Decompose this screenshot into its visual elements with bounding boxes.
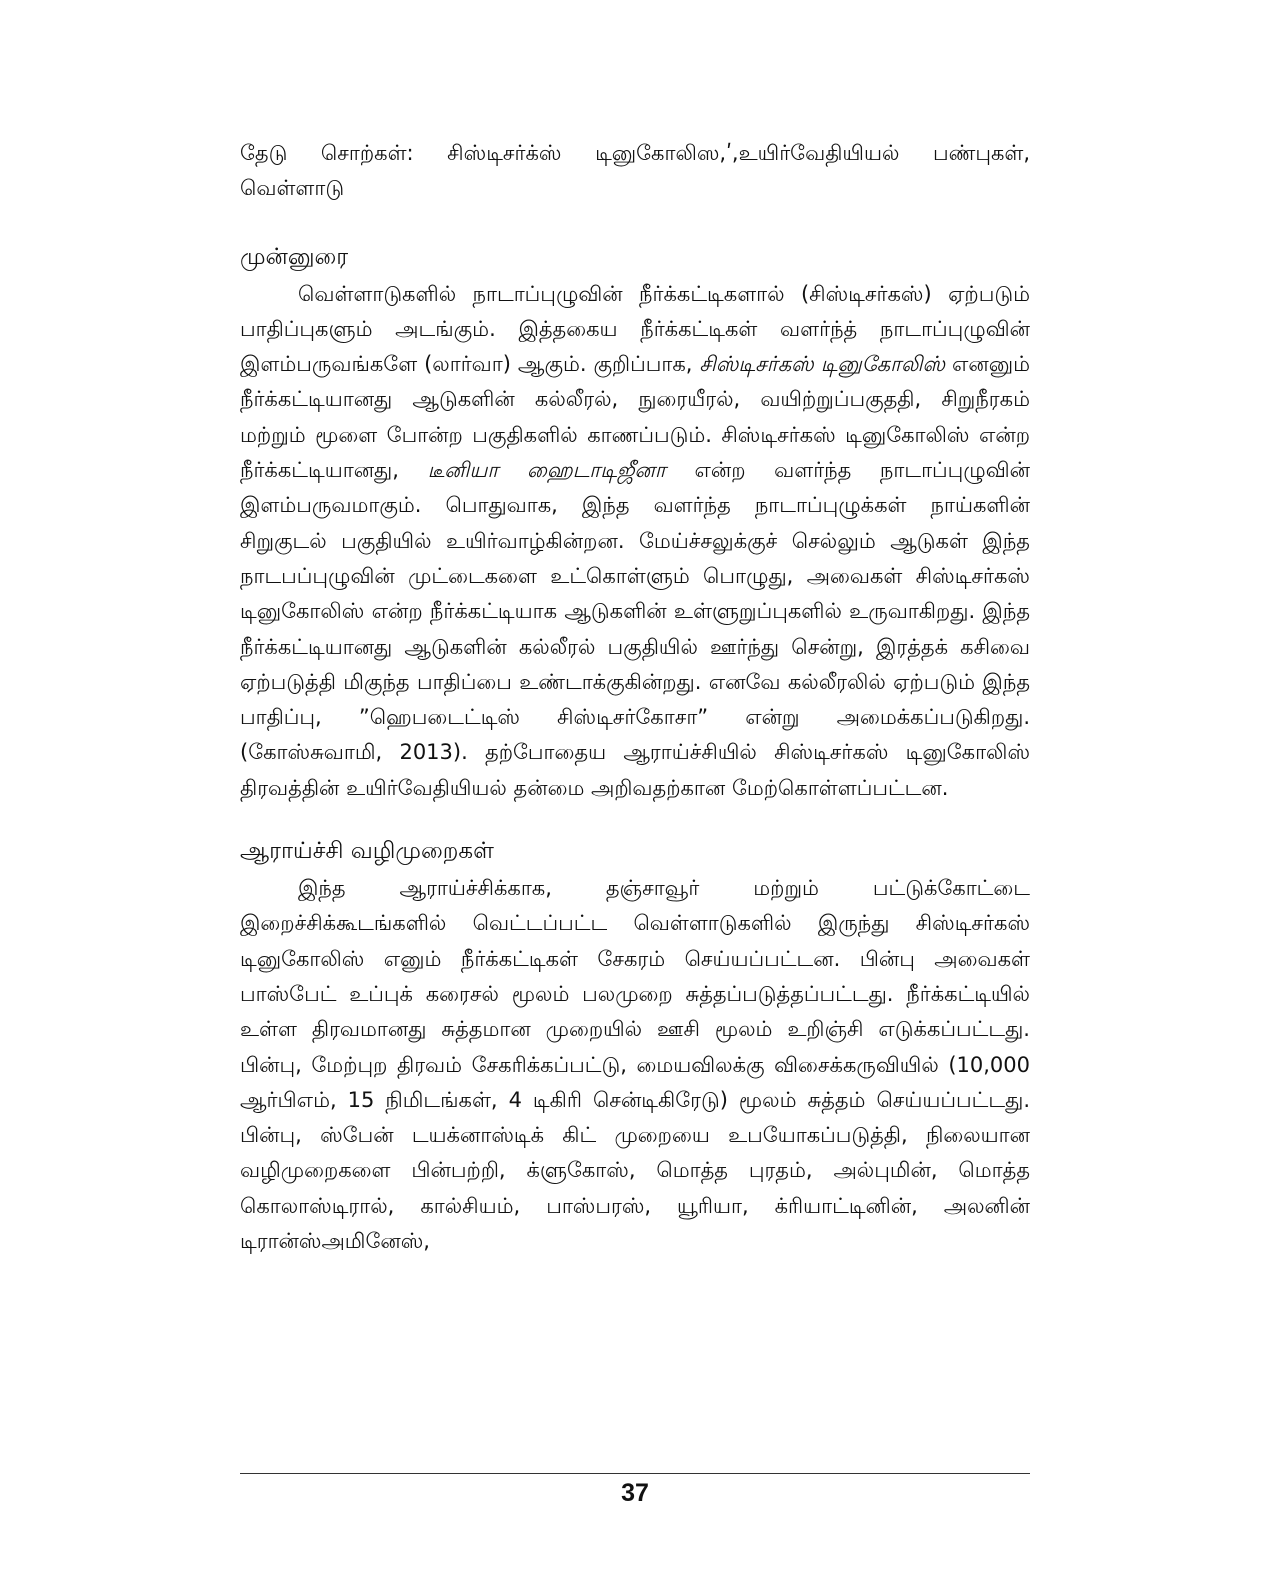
intro-text-1: வெள்ளாடுகளில் நாடாப்புழுவின் நீர்க்கட்டிகளால் (சிஸ்டிசர்கஸ்) ஏற்படும் பாதிப்புகளும் அடங்கும். இத்தகைய நீர்க்கட்டிகள் வளர்ந்த் நாடாப்புழுவின் இளம்பருவங்களே (லார்வா) ஆகும். குறிப்பாக, — [240, 281, 1030, 377]
intro-text-3: என்ற வளர்ந்த நாடாப்புழுவின் இளம்பருவமாகும். பொதுவாக, இந்த வளர்ந்த நாடாப்புழுக்கள் நாய்களின் சிறுகுடல் பகுதியில் உயிர்வாழ்கின்றன. மேய்ச்சலுக்குச் செல்லும் ஆடுகள் இந்த நாடபப்புழுவின் முட்டைகளை உட்கொள்ளும் பொழுது, அவைகள் சிஸ்டிசர்கஸ் டினுகோலிஸ் என்ற நீர்க்கட்டியாக ஆடுகளின் உள்ளுறுப்புகளில் உருவாகிறது. இந்த நீர்க்கட்டியானது ஆடுகளின் கல்லீரல் பகுதியில் ஊர்ந்து சென்று, இரத்தக் கசிவை ஏற்படுத்தி மிகுந்த பாதிப்பை உண்டாக்குகின்றது. எனவே கல்லீரலில் ஏற்படும் இந்த பாதிப்பு, ”ஹெபடைட்டிஸ் சிஸ்டிசர்கோசா” என்று அமைக்கப்படுகிறது. (கோஸ்சுவாமி, 2013). தற்போதைய ஆராய்ச்சியில் சிஸ்டிசர்கஸ் டினுகோலிஸ் திரவத்தின் உயிர்வேதியியல் தன்மை அறிவதற்கான மேற்கொள்ளப்பட்டன. — [240, 458, 1031, 800]
keywords-line: தேடு சொற்கள்: சிஸ்டிசர்க்ஸ் டினுகோலிஸ,ʹ,உயிர்வேதியியல் பண்புகள், வெள்ளாடு — [240, 141, 1030, 201]
intro-heading: முன்னுரை — [240, 243, 349, 270]
intro-italic-species-2: டீனியா ஹைடாடிஜீனா — [427, 458, 666, 483]
footer-divider — [240, 1473, 1030, 1474]
page-number: 37 — [621, 1479, 649, 1507]
intro-paragraph — [240, 277, 1030, 806]
intro-text-2: எனனும் நீர்க்கட்டியானது ஆடுகளின் கல்லீரல், நுரையீரல், வயிற்றுப்பகுததி, சிறுநீரகம் மற்றும் மூளை போன்ற பகுதிகளில் காணப்படும். சிஸ்டிசர்கஸ் டினுகோலிஸ் என்ற நீர்க்கட்டியானது, — [240, 352, 1030, 483]
page-content — [240, 136, 1030, 1259]
methods-paragraph: இந்த ஆராய்ச்சிக்காக, தஞ்சாவூர் மற்றும் பட்டுக்கோட்டை இறைச்சிக்கூடங்களில் வெட்டப்பட்ட வெள்ளாடுகளில் இருந்து சிஸ்டிசர்கஸ் டினுகோலிஸ் எனும் நீர்க்கட்டிகள் சேகரம் செய்யப்பட்டன. பின்பு அவைகள் பாஸ்பேட் உப்புக் கரைசல் மூலம் பலமுறை சுத்தப்படுத்தப்பட்டது. நீர்க்கட்டியில் உள்ள திரவமானது சுத்தமான முறையில் ஊசி மூலம் உறிஞ்சி எடுக்கப்பட்டது. பின்பு, மேற்புற திரவம் சேகரிக்கப்பட்டு, மையவிலக்கு விசைக்கருவியில் (10,000 ஆர்பிஎம், 15 நிமிடங்கள், 4 டிகிரி சென்டிகிரேடு) மூலம் சுத்தம் செய்யப்பட்டது. பின்பு, ஸ்பேன் டயக்னாஸ்டிக் கிட் முறையை உபயோகப்படுத்தி, நிலையான வழிமுறைகளை பின்பற்றி, க்ளுகோஸ், மொத்த புரதம், அல்புமின், மொத்த கொலாஸ்டிரால், கால்சியம், பாஸ்பரஸ், யூரியா, க்ரியாட்டினின், அலனின் டிரான்ஸ்அமினேஸ், — [240, 876, 1030, 1254]
methods-heading: ஆராய்ச்சி வழிமுறைகள் — [240, 838, 494, 865]
intro-italic-species-1: சிஸ்டிசர்கஸ் டினுகோலிஸ் — [699, 352, 946, 377]
